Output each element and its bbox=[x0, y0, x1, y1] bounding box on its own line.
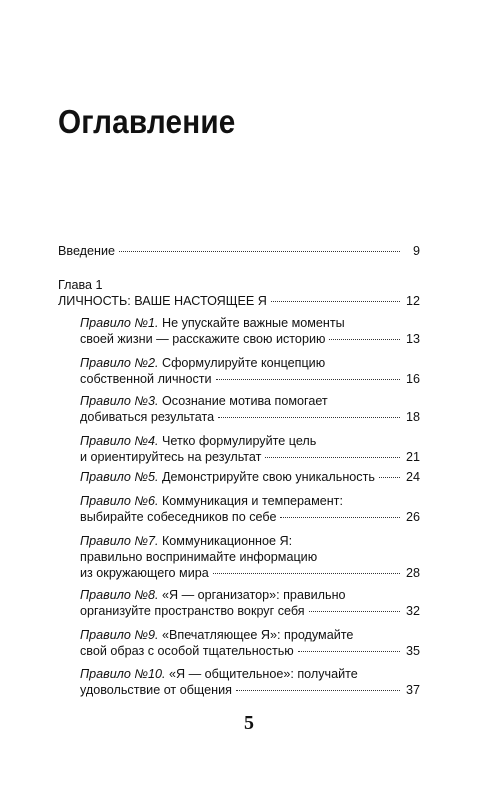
toc-rule-4[interactable] bbox=[58, 433, 420, 465]
dot-leader bbox=[236, 690, 400, 691]
toc-rule-9[interactable] bbox=[58, 627, 420, 659]
dot-leader bbox=[309, 611, 400, 612]
dot-leader bbox=[218, 417, 400, 418]
chapter-label: Глава 1 bbox=[58, 278, 103, 292]
rule-text: удовольствие от общения bbox=[80, 683, 232, 697]
toc-page-number: 18 bbox=[405, 410, 420, 424]
rule-text: правильно воспринимайте информацию bbox=[80, 550, 318, 564]
rule-text: своей жизни — расскажите свою историю bbox=[80, 332, 326, 346]
toc-page-number: 21 bbox=[405, 450, 420, 464]
toc-page-number: 32 bbox=[405, 604, 420, 618]
rule-text: Демонстрируйте свою уникальность bbox=[161, 470, 375, 484]
rule-label: Правило №7. bbox=[80, 534, 159, 548]
rule-text: Осознание мотива помогает bbox=[161, 394, 328, 408]
page-title: Оглавление bbox=[58, 103, 236, 140]
dot-leader bbox=[379, 477, 400, 478]
rule-text: Коммуникация и темперамент: bbox=[161, 494, 343, 508]
rule-label: Правило №3. bbox=[80, 394, 159, 408]
rule-text: выбирайте собеседников по себе bbox=[80, 510, 277, 524]
rule-text: свой образ с особой тщательностью bbox=[80, 644, 294, 658]
chapter-title: ЛИЧНОСТЬ: ВАШЕ НАСТОЯЩЕЕ Я bbox=[58, 294, 267, 308]
rule-text: собственной личности bbox=[80, 372, 212, 386]
toc-page-number: 12 bbox=[405, 294, 420, 308]
rule-text: Четко формулируйте цель bbox=[161, 434, 317, 448]
toc-chapter-1[interactable] bbox=[58, 277, 420, 309]
dot-leader bbox=[329, 339, 400, 340]
dot-leader bbox=[280, 517, 400, 518]
toc-rule-5[interactable] bbox=[58, 469, 420, 485]
toc-rule-1[interactable] bbox=[58, 315, 420, 347]
rule-text: Сформулируйте концепцию bbox=[161, 356, 326, 370]
rule-text: Не упускайте важные моменты bbox=[161, 316, 345, 330]
toc-page-number: 28 bbox=[405, 566, 420, 580]
toc-page-number: 37 bbox=[405, 683, 420, 697]
toc-rule-7[interactable] bbox=[58, 533, 420, 581]
rule-label: Правило №10. bbox=[80, 667, 166, 681]
rule-text: Коммуникационное Я: bbox=[161, 534, 293, 548]
toc-rule-2[interactable] bbox=[58, 355, 420, 387]
page-number: 5 bbox=[244, 712, 254, 734]
toc-page-number: 13 bbox=[405, 332, 420, 346]
rule-text: добиваться результата bbox=[80, 410, 215, 424]
toc-page-number: 35 bbox=[405, 644, 420, 658]
rule-label: Правило №8. bbox=[80, 588, 159, 602]
dot-leader bbox=[271, 301, 400, 302]
toc-entry-intro[interactable] bbox=[58, 243, 420, 259]
rule-label: Правило №5. bbox=[80, 470, 159, 484]
rule-text: из окружающего мира bbox=[80, 566, 209, 580]
dot-leader bbox=[216, 379, 400, 380]
rule-text: и ориентируйтесь на результат bbox=[80, 450, 262, 464]
toc-rule-6[interactable] bbox=[58, 493, 420, 525]
rule-text: «Я — организатор»: правильно bbox=[161, 588, 346, 602]
rule-text: «Впечатляющее Я»: продумайте bbox=[161, 628, 354, 642]
dot-leader bbox=[119, 251, 400, 252]
rule-label: Правило №2. bbox=[80, 356, 159, 370]
rule-label: Правило №6. bbox=[80, 494, 159, 508]
rule-text: «Я — общительное»: получайте bbox=[168, 667, 358, 681]
toc-page-number: 24 bbox=[405, 470, 420, 484]
rule-label: Правило №9. bbox=[80, 628, 159, 642]
toc-entry-text: Введение bbox=[58, 244, 116, 258]
toc-page-number: 26 bbox=[405, 510, 420, 524]
rule-text: организуйте пространство вокруг себя bbox=[80, 604, 305, 618]
rule-label: Правило №4. bbox=[80, 434, 159, 448]
rule-label: Правило №1. bbox=[80, 316, 159, 330]
dot-leader bbox=[265, 457, 400, 458]
toc-rule-8[interactable] bbox=[58, 587, 420, 619]
toc-page-number: 16 bbox=[405, 372, 420, 386]
toc-page-number: 9 bbox=[412, 244, 420, 258]
toc-rule-3[interactable] bbox=[58, 393, 420, 425]
toc-rule-10[interactable] bbox=[58, 666, 420, 698]
dot-leader bbox=[213, 573, 400, 574]
dot-leader bbox=[298, 651, 400, 652]
